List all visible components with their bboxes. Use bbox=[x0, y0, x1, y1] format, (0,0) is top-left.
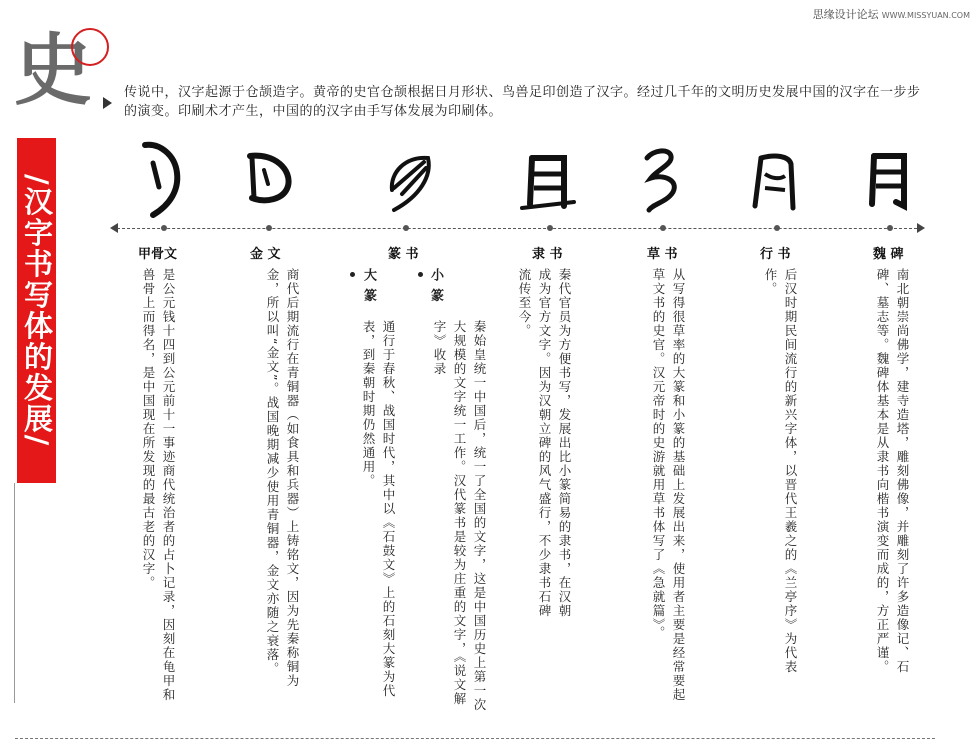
red-circle-icon bbox=[71, 28, 109, 66]
glyph-bronze-icon bbox=[240, 148, 300, 208]
glyph-seal-icon bbox=[380, 148, 442, 216]
desc-big-seal bbox=[358, 320, 398, 715]
glyph-wei-icon bbox=[860, 148, 918, 212]
watermark-en: WWW.MISSYUAN.COM bbox=[881, 11, 970, 20]
style-name-wei: 魏 碑 bbox=[873, 247, 904, 262]
timeline-dot bbox=[547, 225, 553, 231]
glyph-clerical-icon bbox=[518, 150, 578, 212]
timeline-dot bbox=[403, 225, 409, 231]
style-name-seal: 篆 书 bbox=[388, 247, 419, 262]
timeline-dot bbox=[774, 225, 780, 231]
style-name-clerical: 隶 书 bbox=[532, 247, 563, 262]
timeline-arrow-right-icon bbox=[917, 223, 925, 233]
style-name-oracle: 甲骨文 bbox=[138, 247, 178, 262]
timeline-dot bbox=[887, 225, 893, 231]
watermark-cn: 思缘设计论坛 bbox=[812, 8, 879, 21]
style-name-bronze: 金 文 bbox=[250, 247, 281, 262]
desc-small-seal-text: 秦始皇统一中国后，统一了全国的文字，这是中国历史上第一次大规模的文字统一工作。汉代篆书是较为庄重的文字，《说文解字》收录 bbox=[432, 320, 487, 712]
glyph-cursive-icon bbox=[633, 140, 693, 215]
sidebar-title: /汉字书写体的发展/ bbox=[17, 138, 56, 483]
desc-clerical bbox=[517, 268, 574, 628]
watermark bbox=[813, 6, 970, 22]
desc-small-seal bbox=[425, 320, 489, 715]
desc-running bbox=[763, 268, 800, 698]
bullet bbox=[418, 272, 423, 277]
timeline-line bbox=[117, 228, 917, 229]
desc-wei-text: 南北朝崇尚佛学，建寺造塔，雕刻佛像，并雕刻了许多造像记、石碑、墓志等。魏碑体基本是从隶书向楷书演变而成的，方正严谨。 bbox=[875, 268, 910, 674]
desc-oracle bbox=[134, 268, 178, 708]
desc-bronze bbox=[234, 268, 302, 708]
glyph-running-icon bbox=[745, 148, 805, 213]
style-name-cursive: 草 书 bbox=[647, 247, 678, 262]
style-name-running: 行 书 bbox=[760, 247, 791, 262]
desc-big-seal-text: 通行于春秋、战国时代，其中以《石鼓文》上的石刻大篆为代表，到秦朝时期仍然通用。 bbox=[361, 320, 396, 698]
timeline-dot bbox=[266, 225, 272, 231]
desc-running-text: 后汉时期民间流行的新兴字体，以晋代王羲之的《兰亭序》为代表作。 bbox=[763, 268, 798, 674]
sub-label-big-seal: 大 篆 bbox=[361, 268, 376, 304]
bullet bbox=[350, 272, 355, 277]
timeline-dot bbox=[161, 225, 167, 231]
bottom-divider bbox=[15, 738, 935, 739]
header-big-char: 史 bbox=[14, 25, 93, 116]
play-arrow-icon bbox=[103, 97, 112, 109]
intro-text: 传说中，汉字起源于仓颉造字。黄帝的史官仓颉根据日月形状、鸟兽足印创造了汉字。经过几千年的文明历史发展中国的汉字在一步步的演变。印刷术才产生，中国的的汉字由手写体发展为印刷体。 bbox=[124, 85, 921, 119]
desc-wei bbox=[868, 268, 912, 688]
glyph-oracle-icon bbox=[135, 135, 195, 220]
left-divider bbox=[14, 483, 15, 703]
sub-label-small-seal: 小 篆 bbox=[428, 268, 443, 304]
timeline-dot bbox=[660, 225, 666, 231]
desc-bronze-text: 商代后期流行在青铜器（如食具和兵器）上铸铭文，因为先秦称铜为金，所以叫“金文”。战国晚期减少使用青铜器，金文亦随之衰落。 bbox=[265, 268, 300, 688]
desc-oracle-text: 是公元钱十四到公元前十一事迹商代统治者的占卜记录，因刻在龟甲和兽骨上而得名，是中国现在所发现的最古老的汉字。 bbox=[141, 268, 176, 702]
desc-cursive bbox=[644, 268, 688, 708]
desc-cursive-text: 从写得很草率的大篆和小篆的基础上发展出来，使用者主要是经常要起草文书的史官。汉元帝时的史游就用草书体写了《急就篇》。 bbox=[651, 268, 686, 702]
desc-clerical-text: 秦代官员为方便书写，发展出比小篆简易的隶书，在汉朝成为官方文字。因为汉朝立碑的风气盛行，不少隶书石碑流传至今。 bbox=[517, 268, 572, 618]
